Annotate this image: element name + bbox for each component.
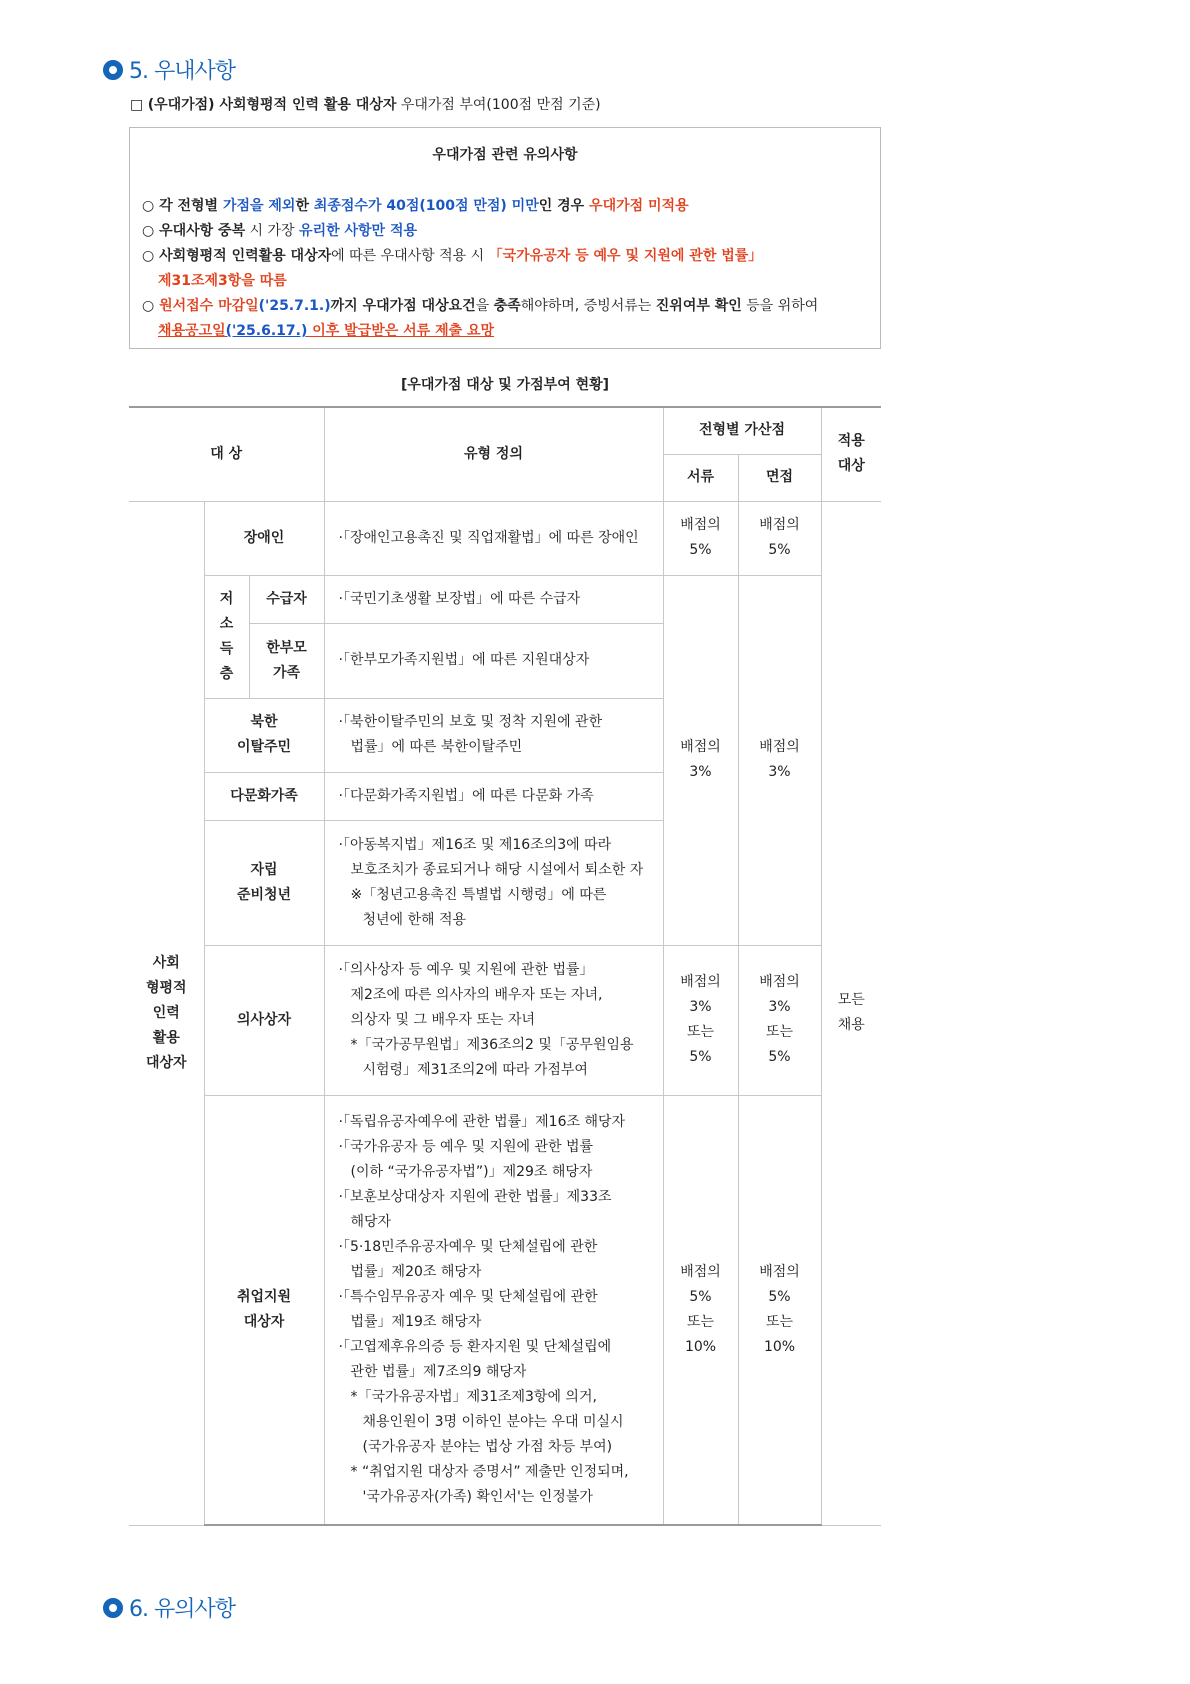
notice-list xyxy=(142,194,880,344)
apply-all: 모든 채용 xyxy=(821,501,881,1525)
score-doc-disabled: 배점의 5% xyxy=(663,501,738,575)
row-multi-name: 다문화가족 xyxy=(204,772,324,820)
score-interview-3pct: 배점의 3% xyxy=(738,575,821,945)
header-apply: 적용 대상 xyxy=(821,407,881,501)
row-disabled-name: 장애인 xyxy=(204,501,324,575)
table-row xyxy=(129,575,881,623)
table-row xyxy=(129,945,881,1095)
row-righteous-name: 의사상자 xyxy=(204,945,324,1095)
notice-item-3: ○ 사회형평적 인력활용 대상자에 따른 우대사항 적용 시 「국가유공자 등 예우 및 지원에 관한 법률」 xyxy=(142,248,763,264)
row-righteous-def: ·「의사상자 등 예우 및 지원에 관한 법률」 제2조에 따른 의사자의 배우자 또는 자녀, 의상자 및 그 배우자 또는 자녀 *「국가공무원법」제36조의2 및「공무원임용 시험령」제31조의2에 따라 가점부여 xyxy=(324,945,663,1095)
row-youth-def: ·「아동복지법」제16조 및 제16조의3에 따라 보호조치가 종료되거나 해당 시설에서 퇴소한 자 ※「청년고용촉진 특별법 시행령」에 따른 청년에 한해 적용 xyxy=(324,820,663,945)
score-doc-3pct: 배점의 3% xyxy=(663,575,738,945)
row-disabled-def: ·「장애인고용촉진 및 직업재활법」에 따른 장애인 xyxy=(324,501,663,575)
notice-box xyxy=(129,127,881,349)
section5-title: 5. 우내사항 xyxy=(129,59,235,84)
header-doc: 서류 xyxy=(663,454,738,501)
table-row xyxy=(129,1095,881,1525)
preference-subline xyxy=(130,94,601,114)
row-single-name: 한부모 가족 xyxy=(249,623,324,698)
row-nk-def: ·「북한이탈주민의 보호 및 정착 지원에 관한 법률」에 따른 북한이탈주민 xyxy=(324,698,663,772)
notice-item-2: ○ 우대사항 중복 시 가장 유리한 사항만 적용 xyxy=(142,223,417,239)
section6-heading xyxy=(103,1592,235,1623)
preference-table xyxy=(129,406,881,1526)
table-row xyxy=(129,407,881,454)
notice-item-1: ○ 각 전형별 가점을 제외한 최종점수가 40점(100점 만점) 미만인 경우 우대가점 미적용 xyxy=(142,198,689,214)
checkbox-square-icon: □ xyxy=(130,97,144,113)
row-employment-name: 취업지원 대상자 xyxy=(204,1095,324,1525)
row-recipient-def: ·「국민기초생활 보장법」에 따른 수급자 xyxy=(324,575,663,623)
row-multi-def: ·「다문화가족지원법」에 따른 다문화 가족 xyxy=(324,772,663,820)
row-nk-name: 북한 이탈주민 xyxy=(204,698,324,772)
group-label: 사회 형평적 인력 활용 대상자 xyxy=(129,501,204,1525)
notice-item-4-cont: 채용공고일('25.6.17.) 이후 발급받은 서류 제출 요망 xyxy=(158,323,495,339)
notice-title: 우대가점 관련 유의사항 xyxy=(432,147,578,163)
section5-heading xyxy=(103,54,235,85)
row-youth-name: 자립 준비청년 xyxy=(204,820,324,945)
row-employment-def: ·「독립유공자예우에 관한 법률」제16조 해당자 ·「국가유공자 등 예우 및 지원에 관한 법률 (이하 “국가유공자법”)」제29조 해당자 ·「보훈보상대상자 지원에 관한 법률」제33조 해당자 ·「5·18민주유공자예우 및 단체설립에 관한 법률」제20조 해당자 ·「특수임무유공자 예우 및 단체설립에 관한 법률」제19조 해당자 ·「고엽제후유의증 등 환자지원 및 단체설립에 관한 법률」제7조의9 해당자 *「국가유공자법」제31조제3항에 의거, 채용인원이 3명 이하인 분야는 우대 미실시 (국가유공자 분야는 법상 가점 차등 부여) * “취업지원 대상자 증명서” 제출만 인정되며, '국가유공자(가족) 확인서'는 인정불가 xyxy=(324,1095,663,1525)
score-interview-employment: 배점의 5% 또는 10% xyxy=(738,1095,821,1525)
score-interview-righteous: 배점의 3% 또는 5% xyxy=(738,945,821,1095)
table-row xyxy=(129,501,881,575)
header-bonus: 전형별 가산점 xyxy=(663,407,821,454)
subline-bold: (우대가점) 사회형평적 인력 활용 대상자 xyxy=(147,97,397,113)
score-interview-disabled: 배점의 5% xyxy=(738,501,821,575)
header-target: 대 상 xyxy=(129,407,324,501)
table-caption: [우대가점 대상 및 가점부여 현황] xyxy=(400,377,610,393)
lowincome-label: 저 소 득 층 xyxy=(204,575,249,698)
row-recipient-name: 수급자 xyxy=(249,575,324,623)
notice-item-3-cont: 제31조제3항을 따름 xyxy=(158,273,287,289)
header-interview: 면접 xyxy=(738,454,821,501)
circle-bullet-icon xyxy=(103,1598,123,1618)
score-doc-righteous: 배점의 3% 또는 5% xyxy=(663,945,738,1095)
header-def: 유형 정의 xyxy=(324,407,663,501)
circle-bullet-icon xyxy=(103,60,123,80)
score-doc-employment: 배점의 5% 또는 10% xyxy=(663,1095,738,1525)
subline-rest: 우대가점 부여(100점 만점 기준) xyxy=(400,97,601,113)
section6-title: 6. 유의사항 xyxy=(129,1597,235,1622)
notice-item-4: ○ 원서접수 마감일('25.7.1.)까지 우대가점 대상요건을 충족해야하며, 증빙서류는 진위여부 확인 등을 위하여 xyxy=(142,298,819,314)
row-single-def: ·「한부모가족지원법」에 따른 지원대상자 xyxy=(324,623,663,698)
